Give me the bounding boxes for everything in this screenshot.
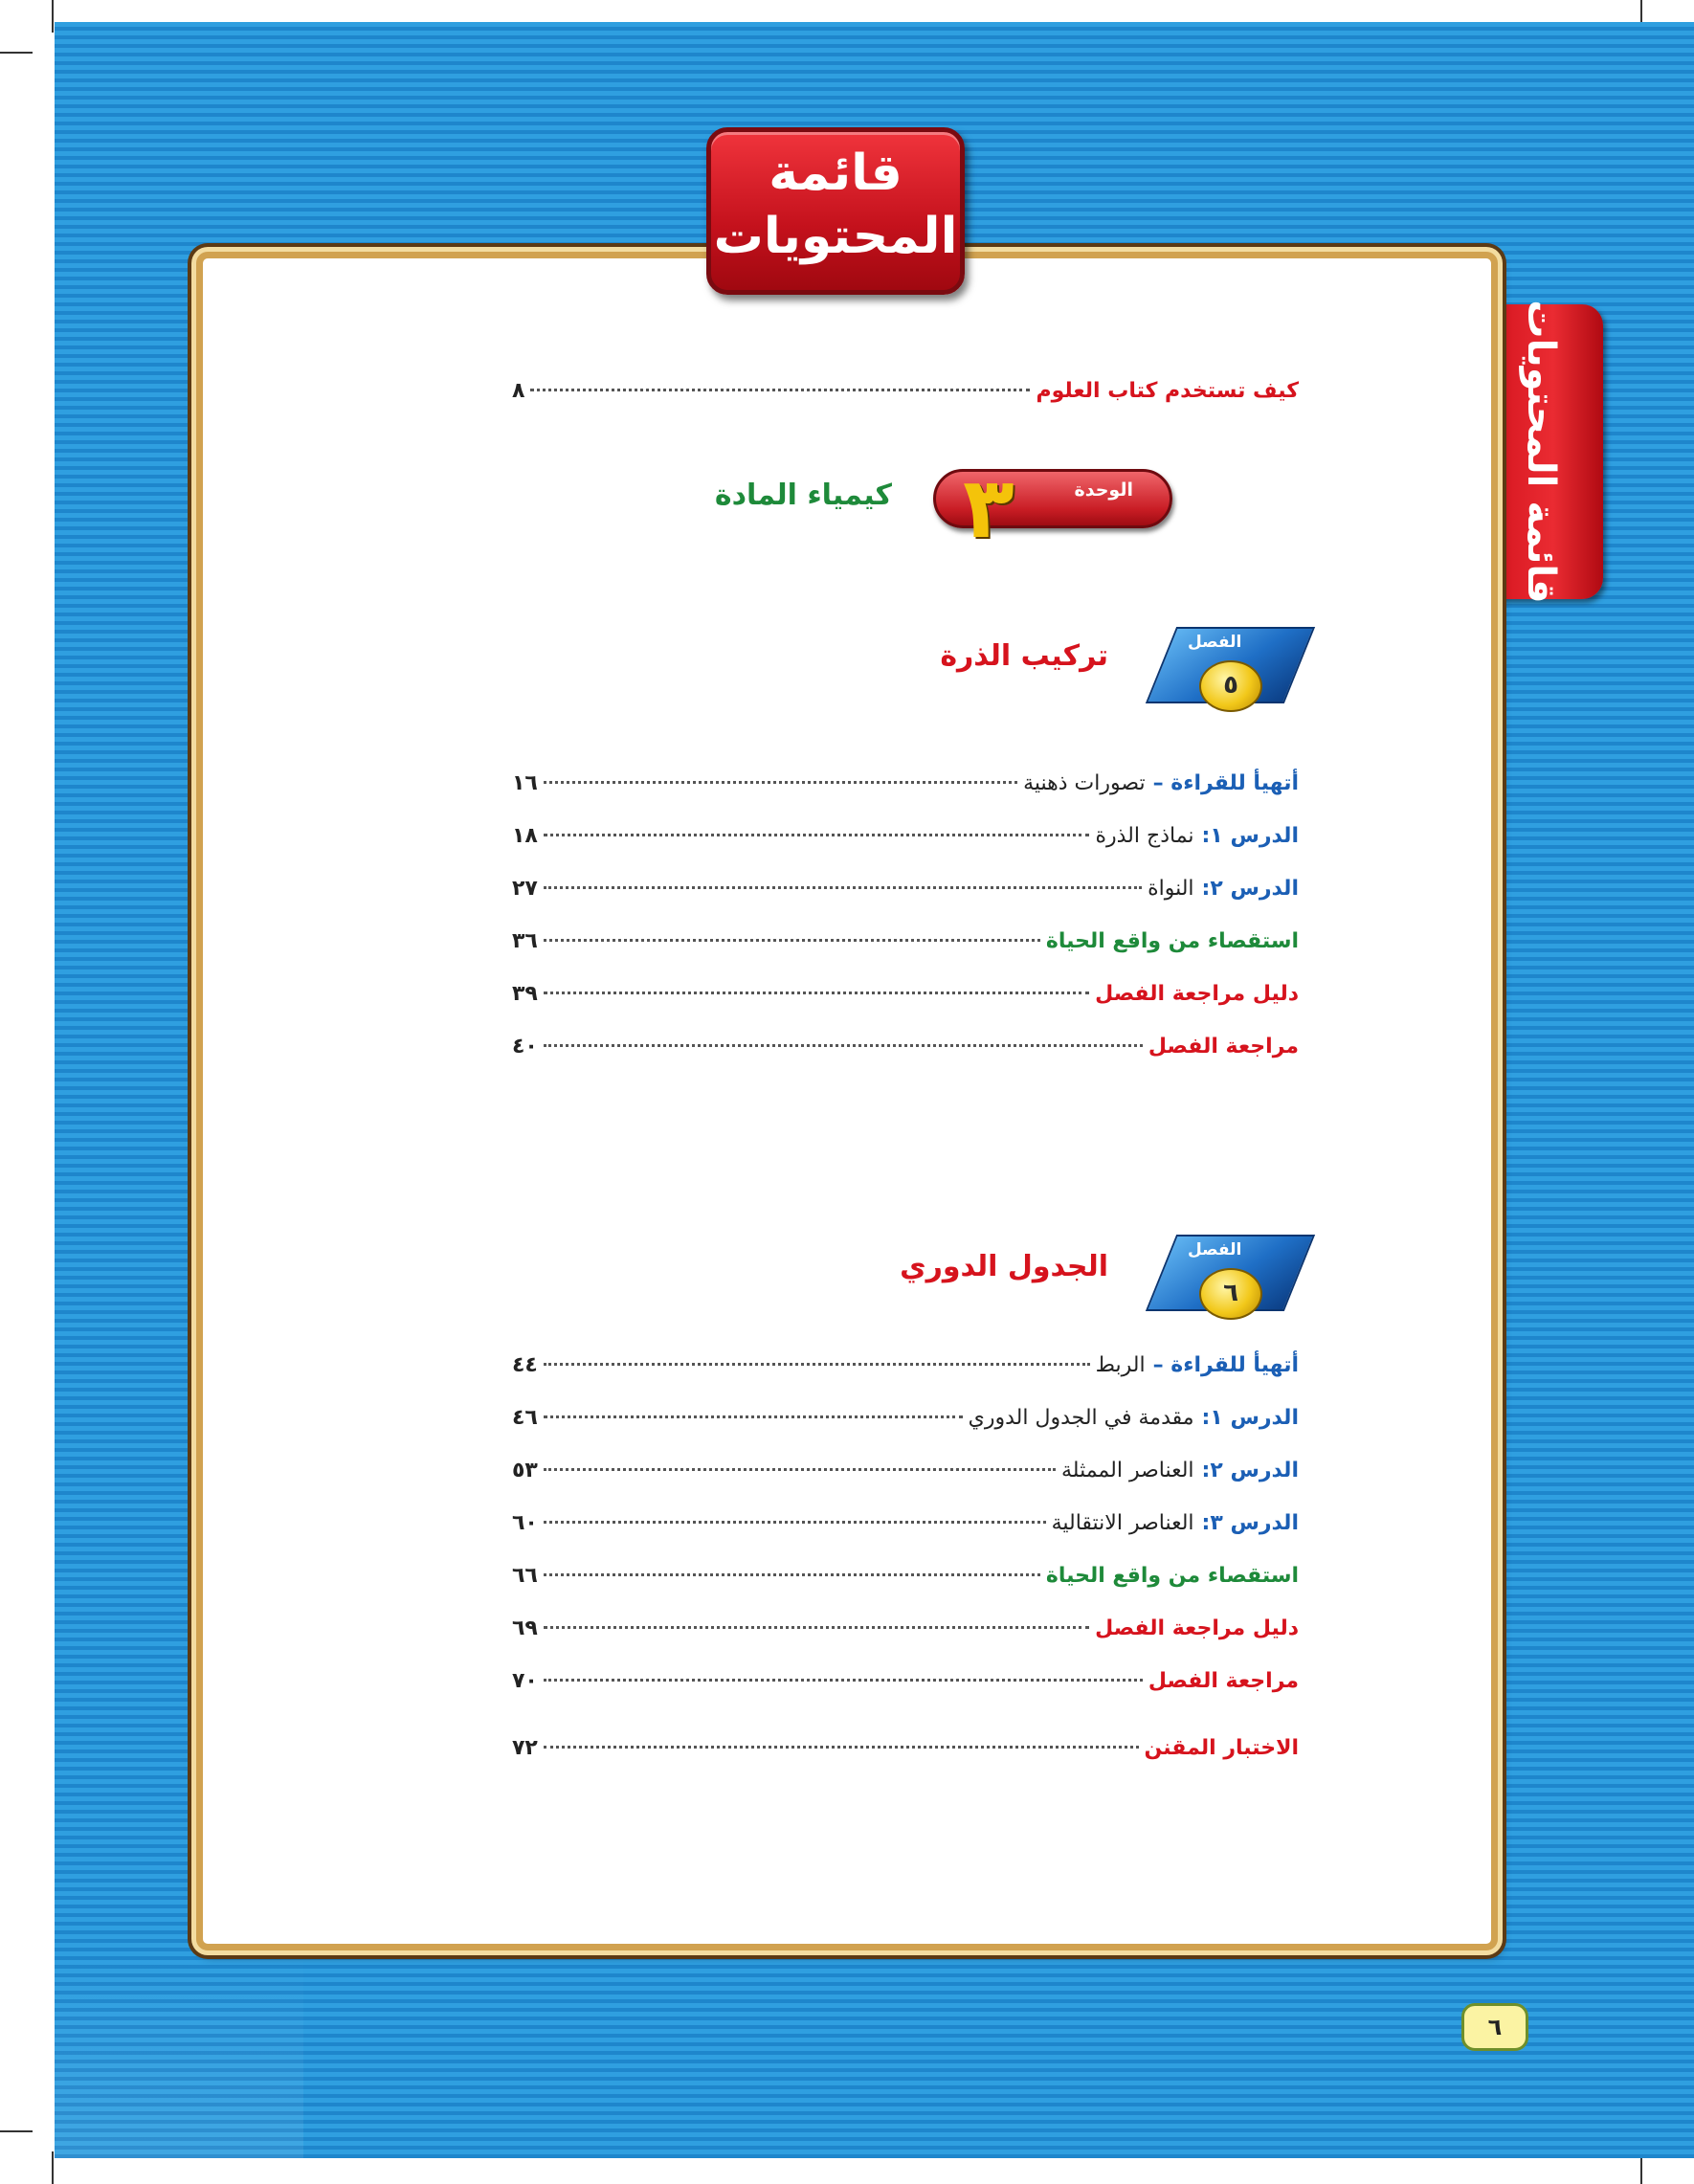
- leader-dots: [544, 886, 1142, 889]
- toc-label: الدرس ٣:: [1201, 1511, 1299, 1535]
- leader-dots: [544, 1626, 1089, 1629]
- crop-mark: [52, 0, 54, 33]
- toc-sublabel: النواة: [1148, 877, 1194, 901]
- toc-row[interactable]: [512, 877, 1299, 915]
- toc-row[interactable]: [512, 1459, 1299, 1497]
- chapter-title: الجدول الدوري: [900, 1250, 1108, 1283]
- chapter-word: الفصل: [1188, 1240, 1242, 1259]
- toc-label: الاختبار المقنن: [1144, 1736, 1299, 1760]
- toc-row[interactable]: [512, 1406, 1299, 1444]
- toc-page: ٧٠: [512, 1669, 538, 1693]
- toc-row-intro[interactable]: [512, 379, 1299, 417]
- chapter-word: الفصل: [1188, 633, 1242, 652]
- leader-dots: [544, 1746, 1139, 1749]
- chapter-badge: [1161, 627, 1300, 703]
- toc-row[interactable]: [512, 1353, 1299, 1392]
- toc-label: أتهيأ للقراءة –: [1152, 1353, 1299, 1377]
- leader-dots: [544, 939, 1040, 942]
- toc-label: دليل مراجعة الفصل: [1095, 982, 1299, 1006]
- page-number: ٦: [1461, 2003, 1528, 2051]
- toc-page: ١٨: [512, 824, 538, 848]
- toc-page: ٣٩: [512, 982, 538, 1006]
- toc-sublabel: العناصر الممثلة: [1060, 1459, 1194, 1482]
- toc-page: ٣٦: [512, 929, 538, 953]
- toc-row[interactable]: [512, 824, 1299, 862]
- crop-mark: [52, 2151, 54, 2184]
- leader-dots: [544, 1363, 1090, 1366]
- toc-row[interactable]: [512, 1564, 1299, 1602]
- leader-dots: [530, 389, 1030, 391]
- leader-dots: [544, 1415, 963, 1418]
- page-decoration: [55, 1952, 303, 2158]
- toc-page: ٦٠: [512, 1511, 538, 1535]
- toc-row-final[interactable]: [512, 1736, 1299, 1774]
- leader-dots: [544, 1521, 1046, 1524]
- unit-word: الوحدة: [1074, 479, 1133, 501]
- page-title-line2: المحتويات: [713, 208, 958, 265]
- toc-label: الدرس ١:: [1201, 1406, 1299, 1430]
- chapter-title: تركيب الذرة: [940, 639, 1108, 673]
- toc-page: ٦٩: [512, 1616, 538, 1640]
- toc-row[interactable]: [512, 1669, 1299, 1707]
- toc-page: ٤٦: [512, 1406, 538, 1430]
- toc-page: ٥٣: [512, 1459, 538, 1482]
- leader-dots: [544, 1468, 1056, 1471]
- toc-row[interactable]: [512, 1511, 1299, 1549]
- toc-row[interactable]: [512, 1616, 1299, 1655]
- toc-row[interactable]: [512, 1035, 1299, 1073]
- crop-mark: [0, 2130, 33, 2132]
- toc-label: الدرس ٢:: [1201, 1459, 1299, 1482]
- toc-sublabel: الربط: [1095, 1353, 1146, 1377]
- toc-row[interactable]: [512, 929, 1299, 968]
- toc-row[interactable]: [512, 771, 1299, 810]
- toc-label: دليل مراجعة الفصل: [1095, 1616, 1299, 1640]
- toc-page: ٤٠: [512, 1035, 538, 1059]
- page-title: [706, 127, 965, 295]
- chapter-number: ٦: [1199, 1268, 1262, 1320]
- toc-page: ٤٤: [512, 1353, 538, 1377]
- toc-page: ٦٦: [512, 1564, 538, 1588]
- toc-sublabel: مقدمة في الجدول الدوري: [968, 1406, 1194, 1430]
- toc-label: كيف تستخدم كتاب العلوم: [1036, 379, 1299, 403]
- toc-sublabel: نماذج الذرة: [1095, 824, 1194, 848]
- toc-label: الدرس ٢:: [1201, 877, 1299, 901]
- unit-title: كيمياء المادة: [714, 479, 892, 512]
- leader-dots: [544, 1044, 1143, 1047]
- toc-sublabel: العناصر الانتقالية: [1051, 1511, 1194, 1535]
- unit-number: ٣: [963, 458, 1014, 557]
- toc-sublabel: تصورات ذهنية: [1023, 771, 1146, 795]
- leader-dots: [544, 1573, 1040, 1576]
- toc-page: ١٦: [512, 771, 538, 795]
- side-tab-label: قائمة المحتويات: [1519, 300, 1563, 604]
- crop-mark: [0, 52, 33, 54]
- chapter-number: ٥: [1199, 660, 1262, 712]
- toc-label: استقصاء من واقع الحياة: [1045, 929, 1299, 953]
- chapter-badge: [1161, 1235, 1300, 1311]
- toc-page: ٢٧: [512, 877, 538, 901]
- page-title-line1: قائمة: [769, 145, 903, 202]
- leader-dots: [544, 1679, 1143, 1682]
- toc-label: مراجعة الفصل: [1148, 1669, 1299, 1693]
- unit-badge: [933, 458, 1172, 557]
- toc-label: أتهيأ للقراءة –: [1152, 771, 1299, 795]
- leader-dots: [544, 992, 1089, 994]
- toc-label: الدرس ١:: [1201, 824, 1299, 848]
- toc-page: ٨: [512, 379, 525, 403]
- toc-label: استقصاء من واقع الحياة: [1045, 1564, 1299, 1588]
- toc-row[interactable]: [512, 982, 1299, 1020]
- leader-dots: [544, 834, 1090, 836]
- leader-dots: [544, 781, 1017, 784]
- toc-page: ٧٢: [512, 1736, 538, 1760]
- toc-label: مراجعة الفصل: [1148, 1035, 1299, 1059]
